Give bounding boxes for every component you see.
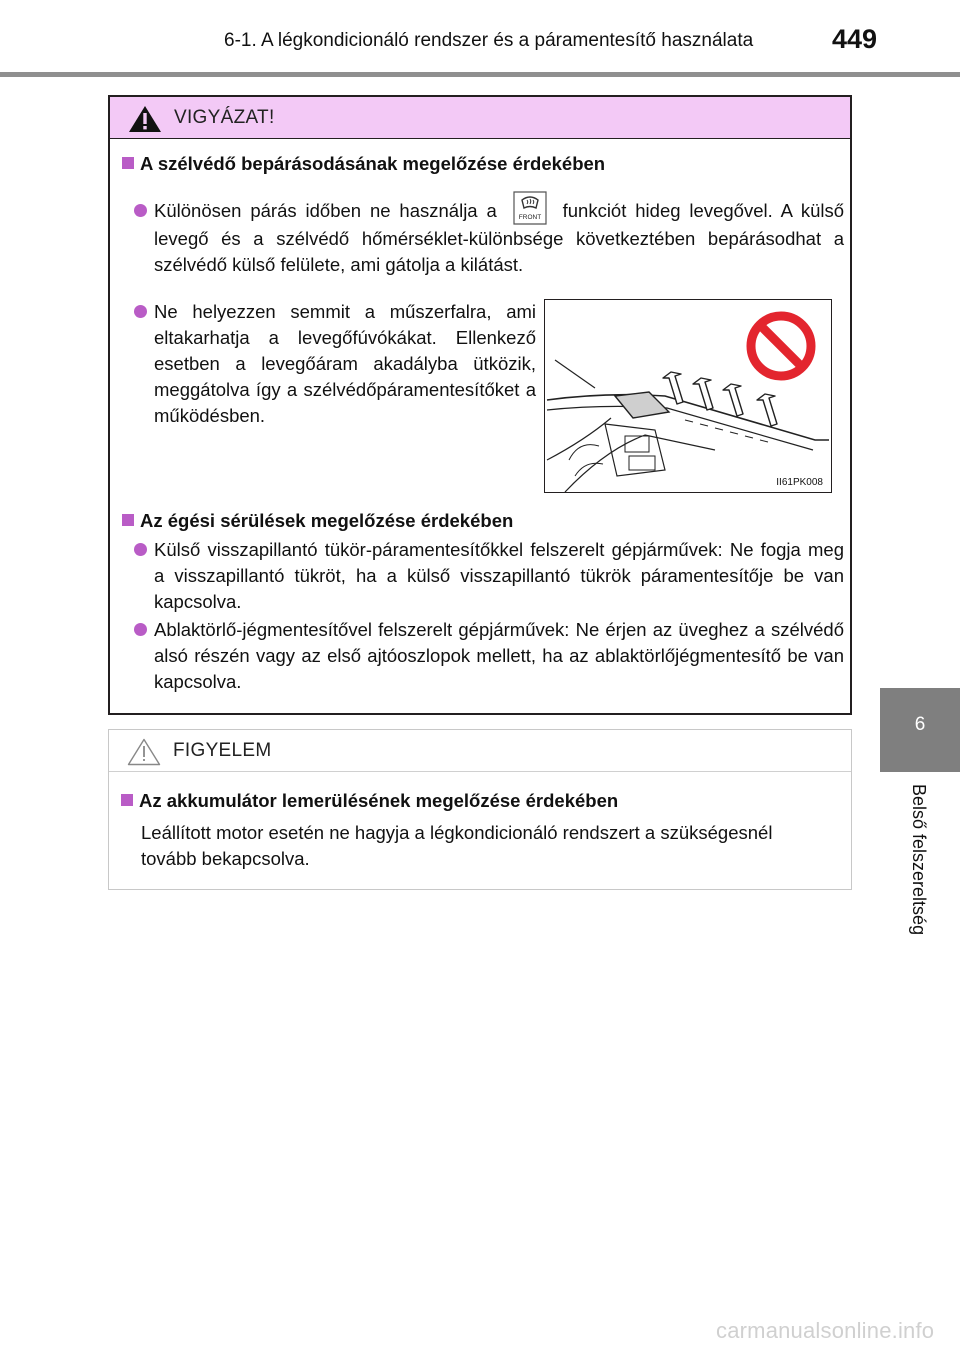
bullet-dot <box>134 543 147 556</box>
bullet-text-part2: funkciót hideg levegővel. A külső levegő és a szélvédő hőmérséklet-különbsége következtében bepárásodhat a szélvédő külső felülete, ami gátolja a kilátást. <box>154 200 845 276</box>
bullet-text-part1: Különösen párás időben ne használja a <box>154 200 497 221</box>
bullet-text: Külső visszapillantó tükör-páramentesítőkkel felszerelt gépjárművek: Ne fogja meg a visszapillantó tükröt, ha a külső visszapillantó tükrök páramentesítője be van kapcsolva. <box>154 539 844 612</box>
section-marker <box>122 157 134 169</box>
notice-label: FIGYELEM <box>173 740 272 761</box>
section-marker <box>122 514 134 526</box>
page-number: 449 <box>832 24 878 54</box>
section-title-battery-text: Az akkumulátor lemerülésének megelőzése érdekében <box>139 790 619 811</box>
section-title-battery <box>121 790 618 812</box>
warning-header <box>110 97 850 139</box>
warning-box <box>108 95 852 715</box>
chapter-number: 6 <box>914 714 926 735</box>
bullet-defroster-humid <box>134 198 844 278</box>
watermark: carmanualsonline.info <box>716 1318 935 1343</box>
section-title-burns-text: Az égési sérülések megelőzése érdekében <box>140 510 514 531</box>
dashboard-vents-drawing <box>545 300 831 492</box>
section-marker <box>121 794 133 806</box>
warning-triangle-icon <box>128 105 162 133</box>
bullet-dot <box>134 204 147 217</box>
page-header-title: 6-1. A légkondicionáló rendszer és a páramentesítő használata <box>224 30 754 51</box>
notice-header <box>109 730 851 772</box>
section-title-burns <box>122 510 513 532</box>
bullet-dot <box>134 623 147 636</box>
bullet-mirror-defogger <box>134 537 844 615</box>
bullet-text: Ne helyezzen semmit a műszerfalra, ami eltakarhatja a levegőfúvókákat. Ellenkező esetben a levegőáram akadályba ütközik, meggátolva így a szélvédőpáramentesítőket a működésben. <box>154 301 536 426</box>
notice-box <box>108 729 852 890</box>
chapter-tab <box>880 688 960 772</box>
front-defroster-icon <box>510 190 550 226</box>
notice-text: Leállított motor esetén ne hagyja a légkondicionáló rendszert a szükségesnél tovább bekapcsolva. <box>141 822 773 869</box>
front-button-text: FRONT <box>518 214 541 222</box>
section-title-fogging <box>122 153 605 175</box>
dashboard-illustration <box>544 299 832 493</box>
bullet-dot <box>134 305 147 318</box>
chapter-title-area <box>880 778 960 978</box>
prohibited-icon <box>751 316 811 376</box>
header-divider <box>0 72 960 77</box>
bullet-text: Ablaktörlő-jégmentesítővel felszerelt gépjárművek: Ne érjen az üveghez a szélvédő alsó részén vagy az első ajtóoszlopok mellett, ha az ablaktörlőjégmentesítő be van kapcsolva. <box>154 619 844 692</box>
figure-code: II61PK008 <box>776 477 823 488</box>
section-title-fogging-text: A szélvédő bepárásodásának megelőzése érdekében <box>140 153 606 174</box>
chapter-title: Belső felszereltség <box>909 784 929 936</box>
caution-triangle-icon <box>127 738 161 766</box>
bullet-dashboard-objects <box>134 299 536 429</box>
warning-label: VIGYÁZAT! <box>174 107 275 128</box>
bullet-wiper-deicer <box>134 617 844 695</box>
